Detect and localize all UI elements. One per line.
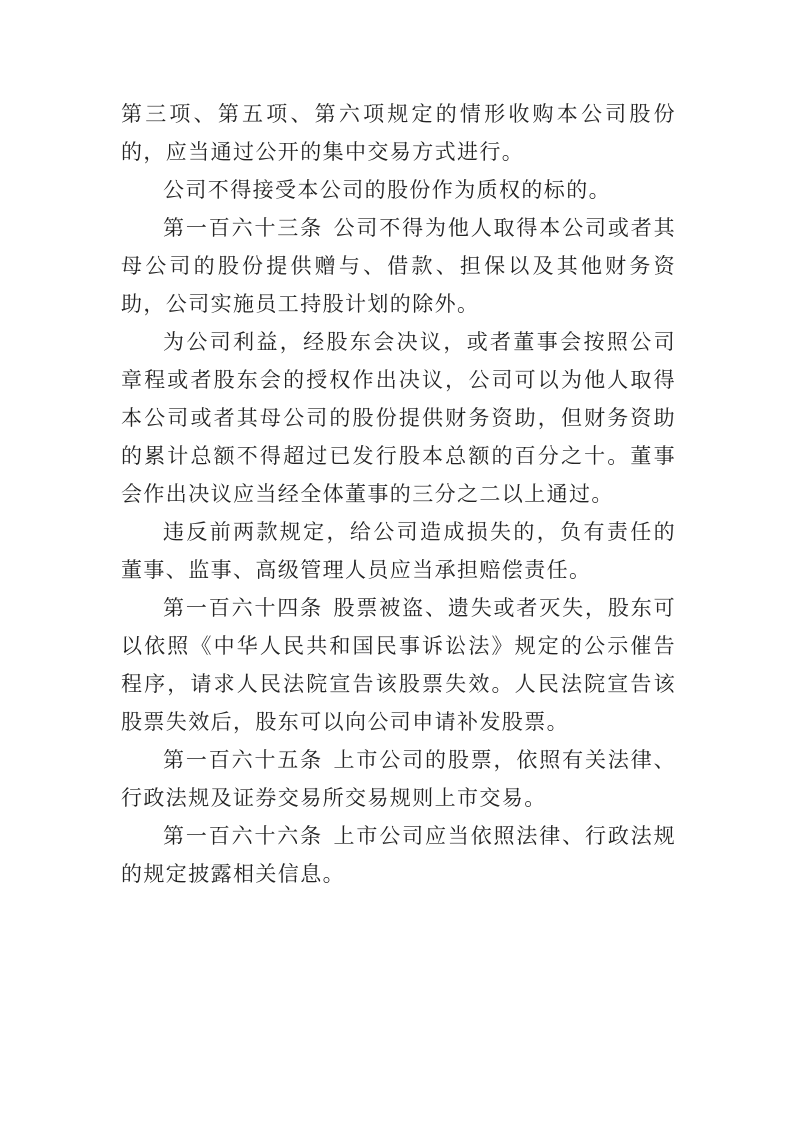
- paragraph-liability: [121, 513, 676, 589]
- document-body: [121, 95, 676, 893]
- paragraph-text: 第三项、第五项、第六项规定的情形收购本公司股份的，应当通过公开的集中交易方式进行。: [121, 102, 676, 164]
- paragraph-text: 公司不得为他人取得本公司或者其母公司的股份提供赠与、借款、担保以及其他财务资助，公司实施员工持股计划的除外。: [121, 216, 676, 316]
- paragraph-pledge-restriction: [121, 171, 676, 209]
- paragraph-text: 违反前两款规定，给公司造成损失的，负有责任的董事、监事、高级管理人员应当承担赔偿责任。: [121, 520, 676, 582]
- paragraph-text: 股票被盗、遗失或者灭失，股东可以依照《中华人民共和国民事诉讼法》规定的公示催告程序，请求人民法院宣告该股票失效。人民法院宣告该股票失效后，股东可以向公司申请补发股票。: [121, 596, 676, 734]
- article-number: 第一百六十五条: [163, 748, 324, 772]
- paragraph-text: 公司不得接受本公司的股份作为质权的标的。: [163, 178, 611, 202]
- article-number: 第一百六十六条: [163, 824, 324, 848]
- paragraph-text: 为公司利益，经股东会决议，或者董事会按照公司章程或者股东会的授权作出决议，公司可以为他人取得本公司或者其母公司的股份提供财务资助，但财务资助的累计总额不得超过已发行股本总额的百分之十。董事会作出决议应当经全体董事的三分之二以上通过。: [121, 330, 676, 506]
- article-number: 第一百六十四条: [163, 596, 324, 620]
- article-163: [121, 209, 676, 323]
- article-166: [121, 817, 676, 893]
- paragraph-text: 上市公司的股票，依照有关法律、行政法规及证券交易所交易规则上市交易。: [121, 748, 676, 810]
- article-165: [121, 741, 676, 817]
- paragraph-continuation: [121, 95, 676, 171]
- paragraph-text: 上市公司应当依照法律、行政法规的规定披露相关信息。: [121, 824, 676, 886]
- article-number: 第一百六十三条: [163, 216, 324, 240]
- paragraph-financial-assistance: [121, 323, 676, 513]
- article-164: [121, 589, 676, 741]
